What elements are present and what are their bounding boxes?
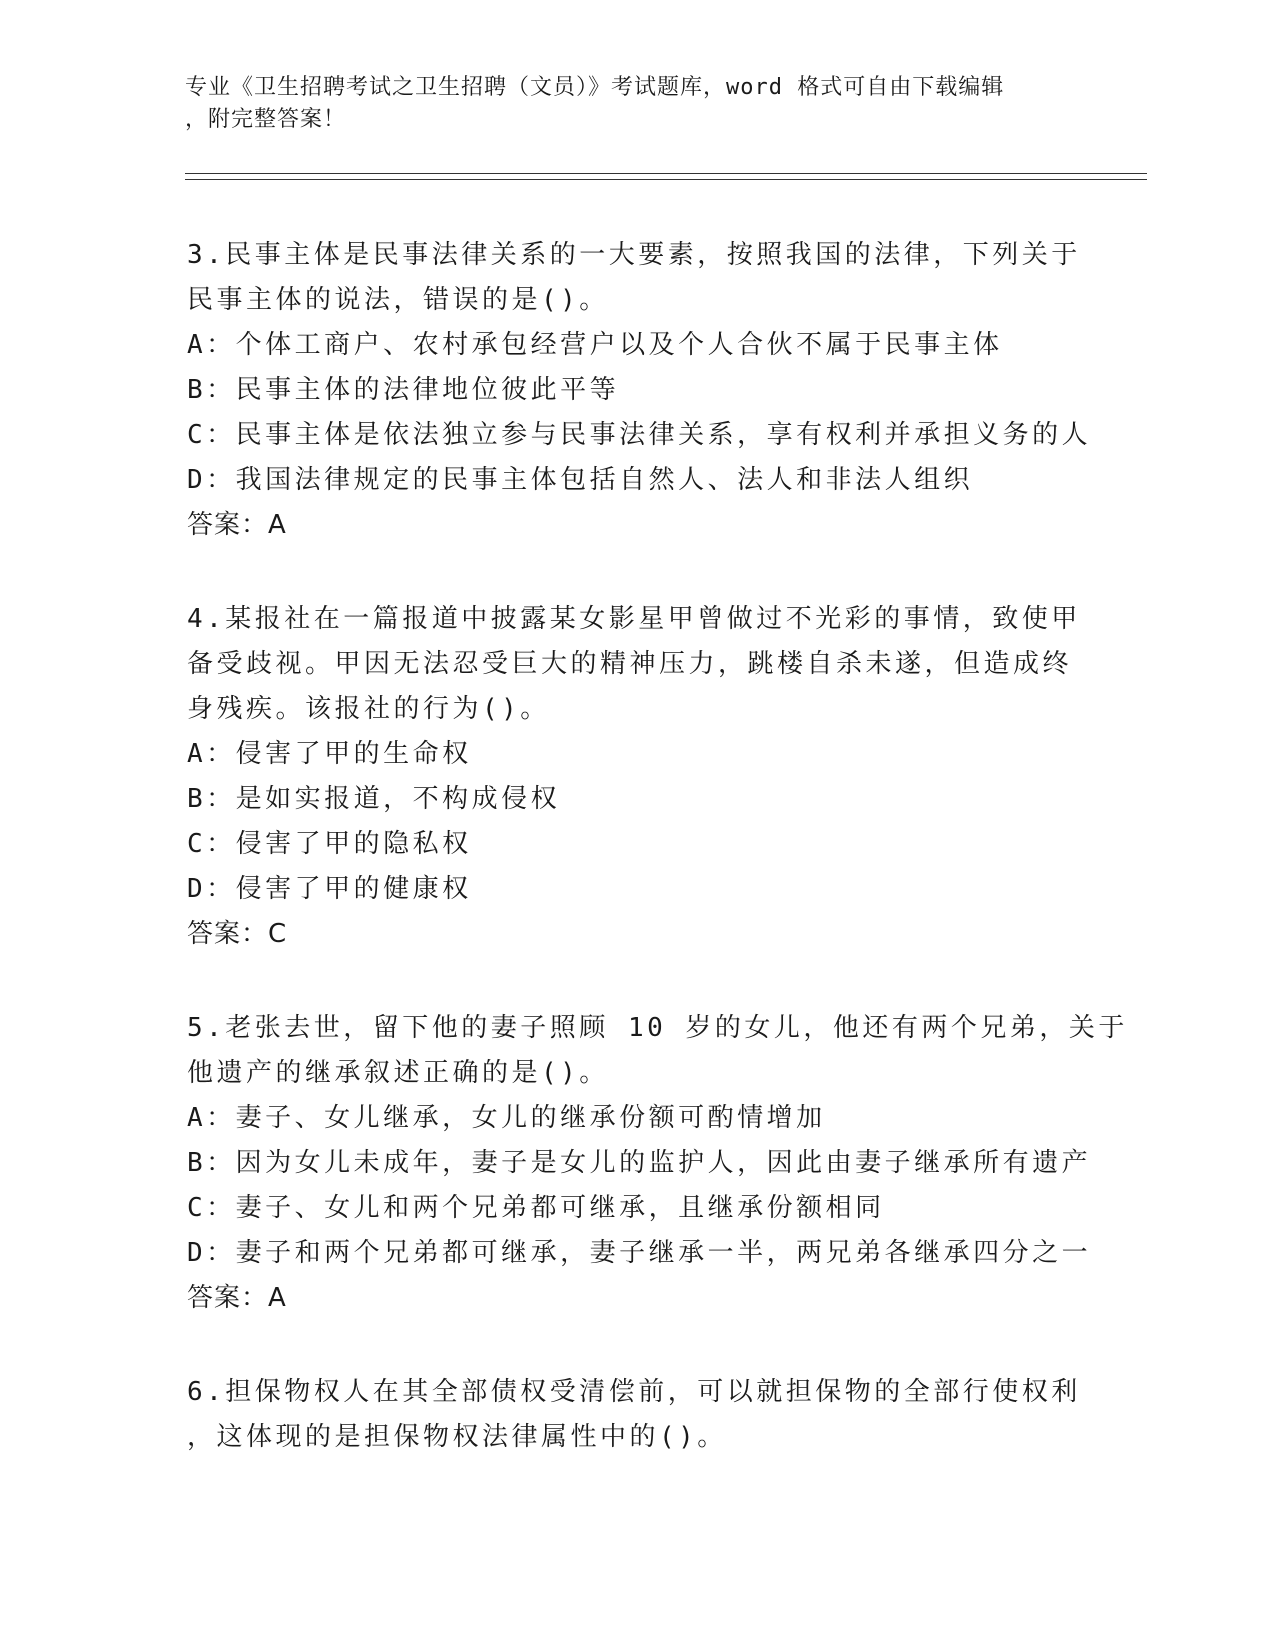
question-6	[187, 1370, 1087, 1460]
option-b: B：民事主体的法律地位彼此平等	[187, 375, 620, 405]
option-c: C：妻子、女儿和两个兄弟都可继承，且继承份额相同	[187, 1193, 885, 1223]
question-stem-line: 4.某报社在一篇报道中披露某女影星甲曾做过不光彩的事情，致使甲	[187, 604, 1081, 634]
question-3	[187, 233, 1092, 548]
header-rule-top	[185, 173, 1147, 174]
option-b: B：是如实报道，不构成侵权	[187, 784, 561, 814]
question-stem-line: 他遗产的继承叙述正确的是()。	[187, 1058, 609, 1088]
option-c: C：民事主体是依法独立参与民事法律关系，享有权利并承担义务的人	[187, 420, 1092, 450]
question-stem-line: ，这体现的是担保物权法律属性中的()。	[187, 1422, 727, 1452]
question-stem-line: 民事主体的说法，错误的是()。	[187, 285, 609, 315]
question-4	[187, 597, 1087, 957]
option-a: A：侵害了甲的生命权	[187, 739, 472, 769]
document-header	[185, 72, 1065, 136]
question-list	[187, 233, 1128, 1460]
question-stem-line: 备受歧视。甲因无法忍受巨大的精神压力，跳楼自杀未遂，但造成终	[187, 649, 1073, 679]
option-d: D：妻子和两个兄弟都可继承，妻子继承一半，两兄弟各继承四分之一	[187, 1238, 1092, 1268]
question-stem-line: 身残疾。该报社的行为()。	[187, 694, 550, 724]
answer: 答案：A	[187, 1283, 287, 1313]
answer: 答案：C	[187, 919, 288, 949]
option-b: B：因为女儿未成年，妻子是女儿的监护人，因此由妻子继承所有遗产	[187, 1148, 1092, 1178]
option-a: A：个体工商户、农村承包经营户以及个人合伙不属于民事主体	[187, 330, 1003, 360]
header-rule-bottom	[185, 179, 1147, 180]
answer: 答案：A	[187, 510, 287, 540]
header-line-2: ，附完整答案！	[185, 107, 347, 132]
header-line-1: 专业《卫生招聘考试之卫生招聘（文员）》考试题库，word 格式可自由下载编辑	[185, 75, 1005, 100]
option-d: D：我国法律规定的民事主体包括自然人、法人和非法人组织	[187, 465, 974, 495]
question-stem-line: 5.老张去世，留下他的妻子照顾 10 岁的女儿，他还有两个兄弟，关于	[187, 1013, 1128, 1043]
option-c: C：侵害了甲的隐私权	[187, 829, 472, 859]
question-stem-line: 6.担保物权人在其全部债权受清偿前，可以就担保物的全部行使权利	[187, 1377, 1081, 1407]
question-stem-line: 3.民事主体是民事法律关系的一大要素，按照我国的法律，下列关于	[187, 240, 1081, 270]
option-d: D：侵害了甲的健康权	[187, 874, 472, 904]
question-5	[187, 1006, 1128, 1321]
option-a: A：妻子、女儿继承，女儿的继承份额可酌情增加	[187, 1103, 826, 1133]
